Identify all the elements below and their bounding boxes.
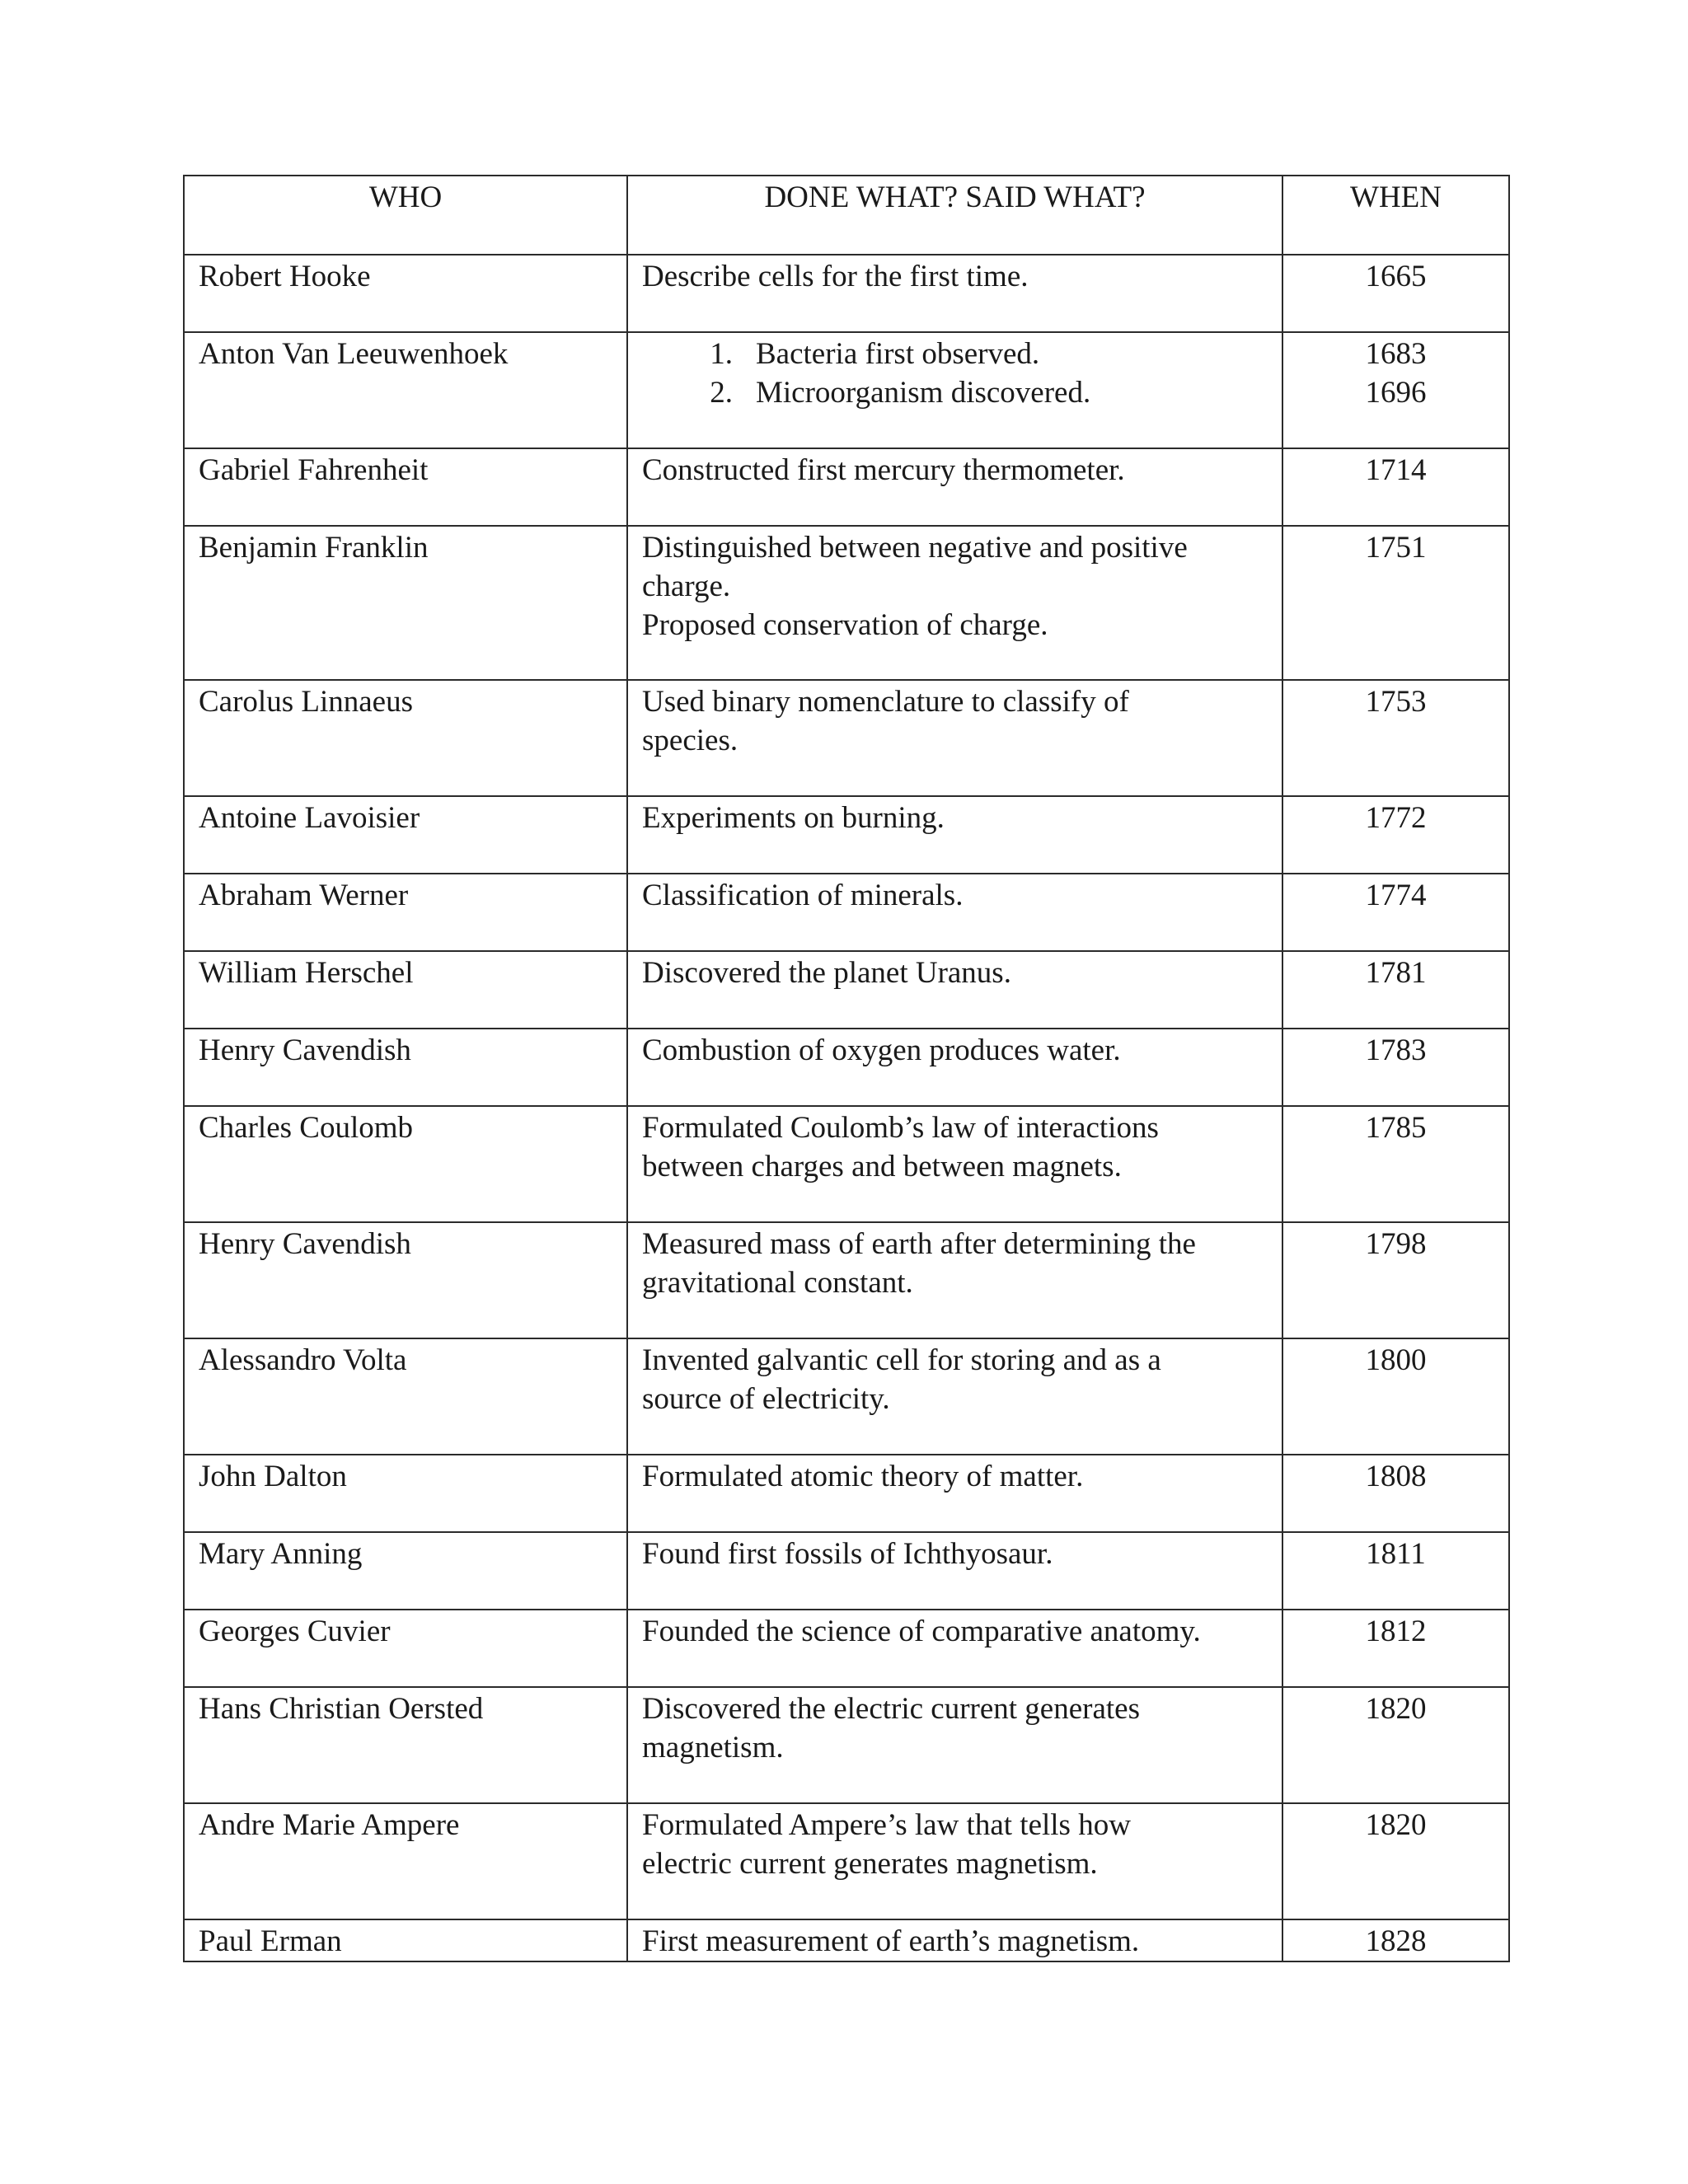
what-text xyxy=(628,1804,1282,1883)
when-year-group xyxy=(1283,1610,1508,1651)
who-cell xyxy=(184,1455,627,1532)
who-name: Mary Anning xyxy=(199,1537,363,1571)
what-text xyxy=(628,874,1282,915)
who-name: Henry Cavendish xyxy=(199,1033,411,1067)
what-line: First measurement of earth’s magnetism. xyxy=(642,1924,1140,1958)
when-year: 1772 xyxy=(1365,801,1427,835)
when-cell xyxy=(1282,951,1509,1029)
who-cell xyxy=(184,1919,627,1961)
when-year: 1820 xyxy=(1365,1692,1427,1726)
what-cell xyxy=(627,1687,1282,1803)
when-year-group xyxy=(1283,1688,1508,1728)
who-cell xyxy=(184,1532,627,1610)
who-name: William Herschel xyxy=(199,956,414,990)
table-row xyxy=(184,1222,1509,1338)
table-row xyxy=(184,1455,1509,1532)
what-cell xyxy=(627,1338,1282,1455)
what-line: Discovered the electric current generates xyxy=(642,1692,1140,1726)
what-text xyxy=(628,1688,1282,1767)
who-name: Antoine Lavoisier xyxy=(199,801,420,835)
who-cell xyxy=(184,951,627,1029)
who-cell xyxy=(184,1610,627,1687)
when-cell xyxy=(1282,680,1509,796)
when-year-group xyxy=(1283,1223,1508,1263)
table-row xyxy=(184,1106,1509,1222)
who-name: Carolus Linnaeus xyxy=(199,685,413,719)
list-item-text: Bacteria first observed. xyxy=(756,337,1040,371)
when-year: 1781 xyxy=(1365,956,1427,990)
what-text xyxy=(628,1107,1282,1186)
table-row xyxy=(184,255,1509,332)
who-cell xyxy=(184,1687,627,1803)
table-row xyxy=(184,332,1509,448)
list-item xyxy=(642,373,1268,412)
list-item-number: 1. xyxy=(710,337,733,371)
who-cell xyxy=(184,448,627,526)
when-cell xyxy=(1282,1338,1509,1455)
who-name: Henry Cavendish xyxy=(199,1227,411,1261)
who-cell xyxy=(184,1803,627,1919)
what-text xyxy=(628,1533,1282,1573)
when-year-group xyxy=(1283,797,1508,837)
what-line: between charges and between magnets. xyxy=(642,1150,1122,1183)
when-cell xyxy=(1282,1532,1509,1610)
when-cell xyxy=(1282,1029,1509,1106)
when-cell xyxy=(1282,1919,1509,1961)
what-line: Discovered the planet Uranus. xyxy=(642,956,1011,990)
header-who xyxy=(184,176,627,255)
when-cell xyxy=(1282,796,1509,874)
table-row xyxy=(184,1687,1509,1803)
when-year-group xyxy=(1283,333,1508,412)
when-year: 1683 xyxy=(1365,337,1427,371)
who-cell xyxy=(184,332,627,448)
who-cell xyxy=(184,796,627,874)
who-name: Paul Erman xyxy=(199,1924,342,1958)
table-row xyxy=(184,874,1509,951)
what-line: Formulated atomic theory of matter. xyxy=(642,1460,1084,1493)
when-cell xyxy=(1282,448,1509,526)
what-line: Found first fossils of Ichthyosaur. xyxy=(642,1537,1053,1571)
when-year: 1696 xyxy=(1365,376,1427,410)
when-year: 1751 xyxy=(1365,531,1427,565)
who-cell xyxy=(184,1338,627,1455)
when-cell xyxy=(1282,1106,1509,1222)
what-line: species. xyxy=(642,724,738,757)
when-year-group xyxy=(1283,527,1508,567)
what-line: charge. xyxy=(642,569,731,603)
what-cell xyxy=(627,680,1282,796)
what-text xyxy=(628,1455,1282,1496)
who-name: Gabriel Fahrenheit xyxy=(199,453,429,487)
who-name: Benjamin Franklin xyxy=(199,531,429,565)
history-of-science-table xyxy=(183,175,1510,1962)
when-cell xyxy=(1282,1610,1509,1687)
when-year: 1828 xyxy=(1365,1924,1427,1958)
who-name: Georges Cuvier xyxy=(199,1615,391,1648)
header-what-label: DONE WHAT? SAID WHAT? xyxy=(764,180,1146,214)
what-cell xyxy=(627,796,1282,874)
what-text xyxy=(628,797,1282,837)
when-year-group xyxy=(1283,1107,1508,1147)
what-cell xyxy=(627,1919,1282,1961)
what-line: Formulated Coulomb’s law of interactions xyxy=(642,1111,1159,1145)
when-year: 1665 xyxy=(1365,260,1427,293)
when-year-group xyxy=(1283,952,1508,992)
when-year-group xyxy=(1283,874,1508,915)
who-name: Anton Van Leeuwenhoek xyxy=(199,337,509,371)
who-cell xyxy=(184,1106,627,1222)
who-name: John Dalton xyxy=(199,1460,347,1493)
what-text xyxy=(628,1223,1282,1302)
header-when xyxy=(1282,176,1509,255)
who-cell xyxy=(184,1029,627,1106)
table-row xyxy=(184,951,1509,1029)
when-year: 1785 xyxy=(1365,1111,1427,1145)
what-cell xyxy=(627,526,1282,680)
what-text xyxy=(628,1339,1282,1418)
when-year-group xyxy=(1283,1339,1508,1380)
when-year-group xyxy=(1283,1029,1508,1070)
who-name: Charles Coulomb xyxy=(199,1111,414,1145)
when-year: 1714 xyxy=(1365,453,1427,487)
table-row xyxy=(184,1803,1509,1919)
table-row xyxy=(184,1338,1509,1455)
what-line: Distinguished between negative and positive xyxy=(642,531,1188,565)
when-cell xyxy=(1282,874,1509,951)
who-name: Hans Christian Oersted xyxy=(199,1692,484,1726)
when-year-group xyxy=(1283,681,1508,721)
when-year: 1811 xyxy=(1366,1537,1426,1571)
what-text xyxy=(628,449,1282,490)
what-cell xyxy=(627,332,1282,448)
when-cell xyxy=(1282,1222,1509,1338)
header-who-label: WHO xyxy=(368,180,443,214)
table-row xyxy=(184,1610,1509,1687)
what-cell xyxy=(627,951,1282,1029)
header-when-label: WHEN xyxy=(1350,180,1442,214)
what-cell xyxy=(627,1222,1282,1338)
table-row xyxy=(184,1029,1509,1106)
who-name: Abraham Werner xyxy=(199,879,409,912)
what-line: Combustion of oxygen produces water. xyxy=(642,1033,1121,1067)
table-header-row xyxy=(184,176,1509,255)
what-line: gravitational constant. xyxy=(642,1266,913,1300)
what-cell xyxy=(627,1029,1282,1106)
what-line: Proposed conservation of charge. xyxy=(642,608,1048,642)
what-line: Describe cells for the first time. xyxy=(642,260,1029,293)
when-year-group xyxy=(1283,1533,1508,1573)
what-cell xyxy=(627,1106,1282,1222)
what-line: Formulated Ampere’s law that tells how xyxy=(642,1808,1131,1842)
what-text xyxy=(628,527,1282,644)
who-name: Alessandro Volta xyxy=(199,1343,407,1377)
list-item-text: Microorganism discovered. xyxy=(756,376,1091,410)
header-what xyxy=(627,176,1282,255)
what-text xyxy=(628,952,1282,992)
list-item-number: 2. xyxy=(710,376,733,410)
what-line: Founded the science of comparative anatomy. xyxy=(642,1615,1201,1648)
when-year: 1798 xyxy=(1365,1227,1427,1261)
when-year-group xyxy=(1283,449,1508,490)
what-line: Constructed first mercury thermometer. xyxy=(642,453,1125,487)
what-cell xyxy=(627,1803,1282,1919)
table-row xyxy=(184,796,1509,874)
when-year-group xyxy=(1283,1920,1508,1961)
who-cell xyxy=(184,874,627,951)
table-body xyxy=(184,255,1509,1961)
who-cell xyxy=(184,1222,627,1338)
what-cell xyxy=(627,1532,1282,1610)
table-row xyxy=(184,526,1509,680)
what-text xyxy=(628,681,1282,760)
what-line: Used binary nomenclature to classify of xyxy=(642,685,1129,719)
when-year: 1808 xyxy=(1365,1460,1427,1493)
when-year: 1820 xyxy=(1365,1808,1427,1842)
when-year-group xyxy=(1283,255,1508,296)
when-year: 1774 xyxy=(1365,879,1427,912)
who-name: Andre Marie Ampere xyxy=(199,1808,460,1842)
when-cell xyxy=(1282,1687,1509,1803)
what-line: electric current generates magnetism. xyxy=(642,1847,1098,1881)
table-row xyxy=(184,1532,1509,1610)
when-year-group xyxy=(1283,1804,1508,1844)
what-line: Classification of minerals. xyxy=(642,879,964,912)
who-name: Robert Hooke xyxy=(199,260,371,293)
when-year: 1753 xyxy=(1365,685,1427,719)
what-text xyxy=(628,333,1282,412)
who-cell xyxy=(184,526,627,680)
when-cell xyxy=(1282,1455,1509,1532)
when-year: 1812 xyxy=(1365,1615,1427,1648)
list-item xyxy=(642,335,1268,373)
when-cell xyxy=(1282,1803,1509,1919)
when-year-group xyxy=(1283,1455,1508,1496)
what-cell xyxy=(627,1610,1282,1687)
table-row xyxy=(184,448,1509,526)
when-year: 1783 xyxy=(1365,1033,1427,1067)
table-row xyxy=(184,680,1509,796)
what-line: magnetism. xyxy=(642,1731,784,1765)
what-text xyxy=(628,1610,1282,1651)
when-year: 1800 xyxy=(1365,1343,1427,1377)
who-cell xyxy=(184,255,627,332)
when-cell xyxy=(1282,332,1509,448)
what-text xyxy=(628,1029,1282,1070)
who-cell xyxy=(184,680,627,796)
what-cell xyxy=(627,874,1282,951)
table-row xyxy=(184,1919,1509,1961)
what-line: Experiments on burning. xyxy=(642,801,945,835)
what-text xyxy=(628,1920,1282,1961)
what-line: source of electricity. xyxy=(642,1382,890,1416)
what-text xyxy=(628,255,1282,296)
what-line: Measured mass of earth after determining the xyxy=(642,1227,1196,1261)
what-cell xyxy=(627,255,1282,332)
what-line: Invented galvantic cell for storing and as a xyxy=(642,1343,1161,1377)
when-cell xyxy=(1282,526,1509,680)
what-cell xyxy=(627,1455,1282,1532)
when-cell xyxy=(1282,255,1509,332)
what-cell xyxy=(627,448,1282,526)
